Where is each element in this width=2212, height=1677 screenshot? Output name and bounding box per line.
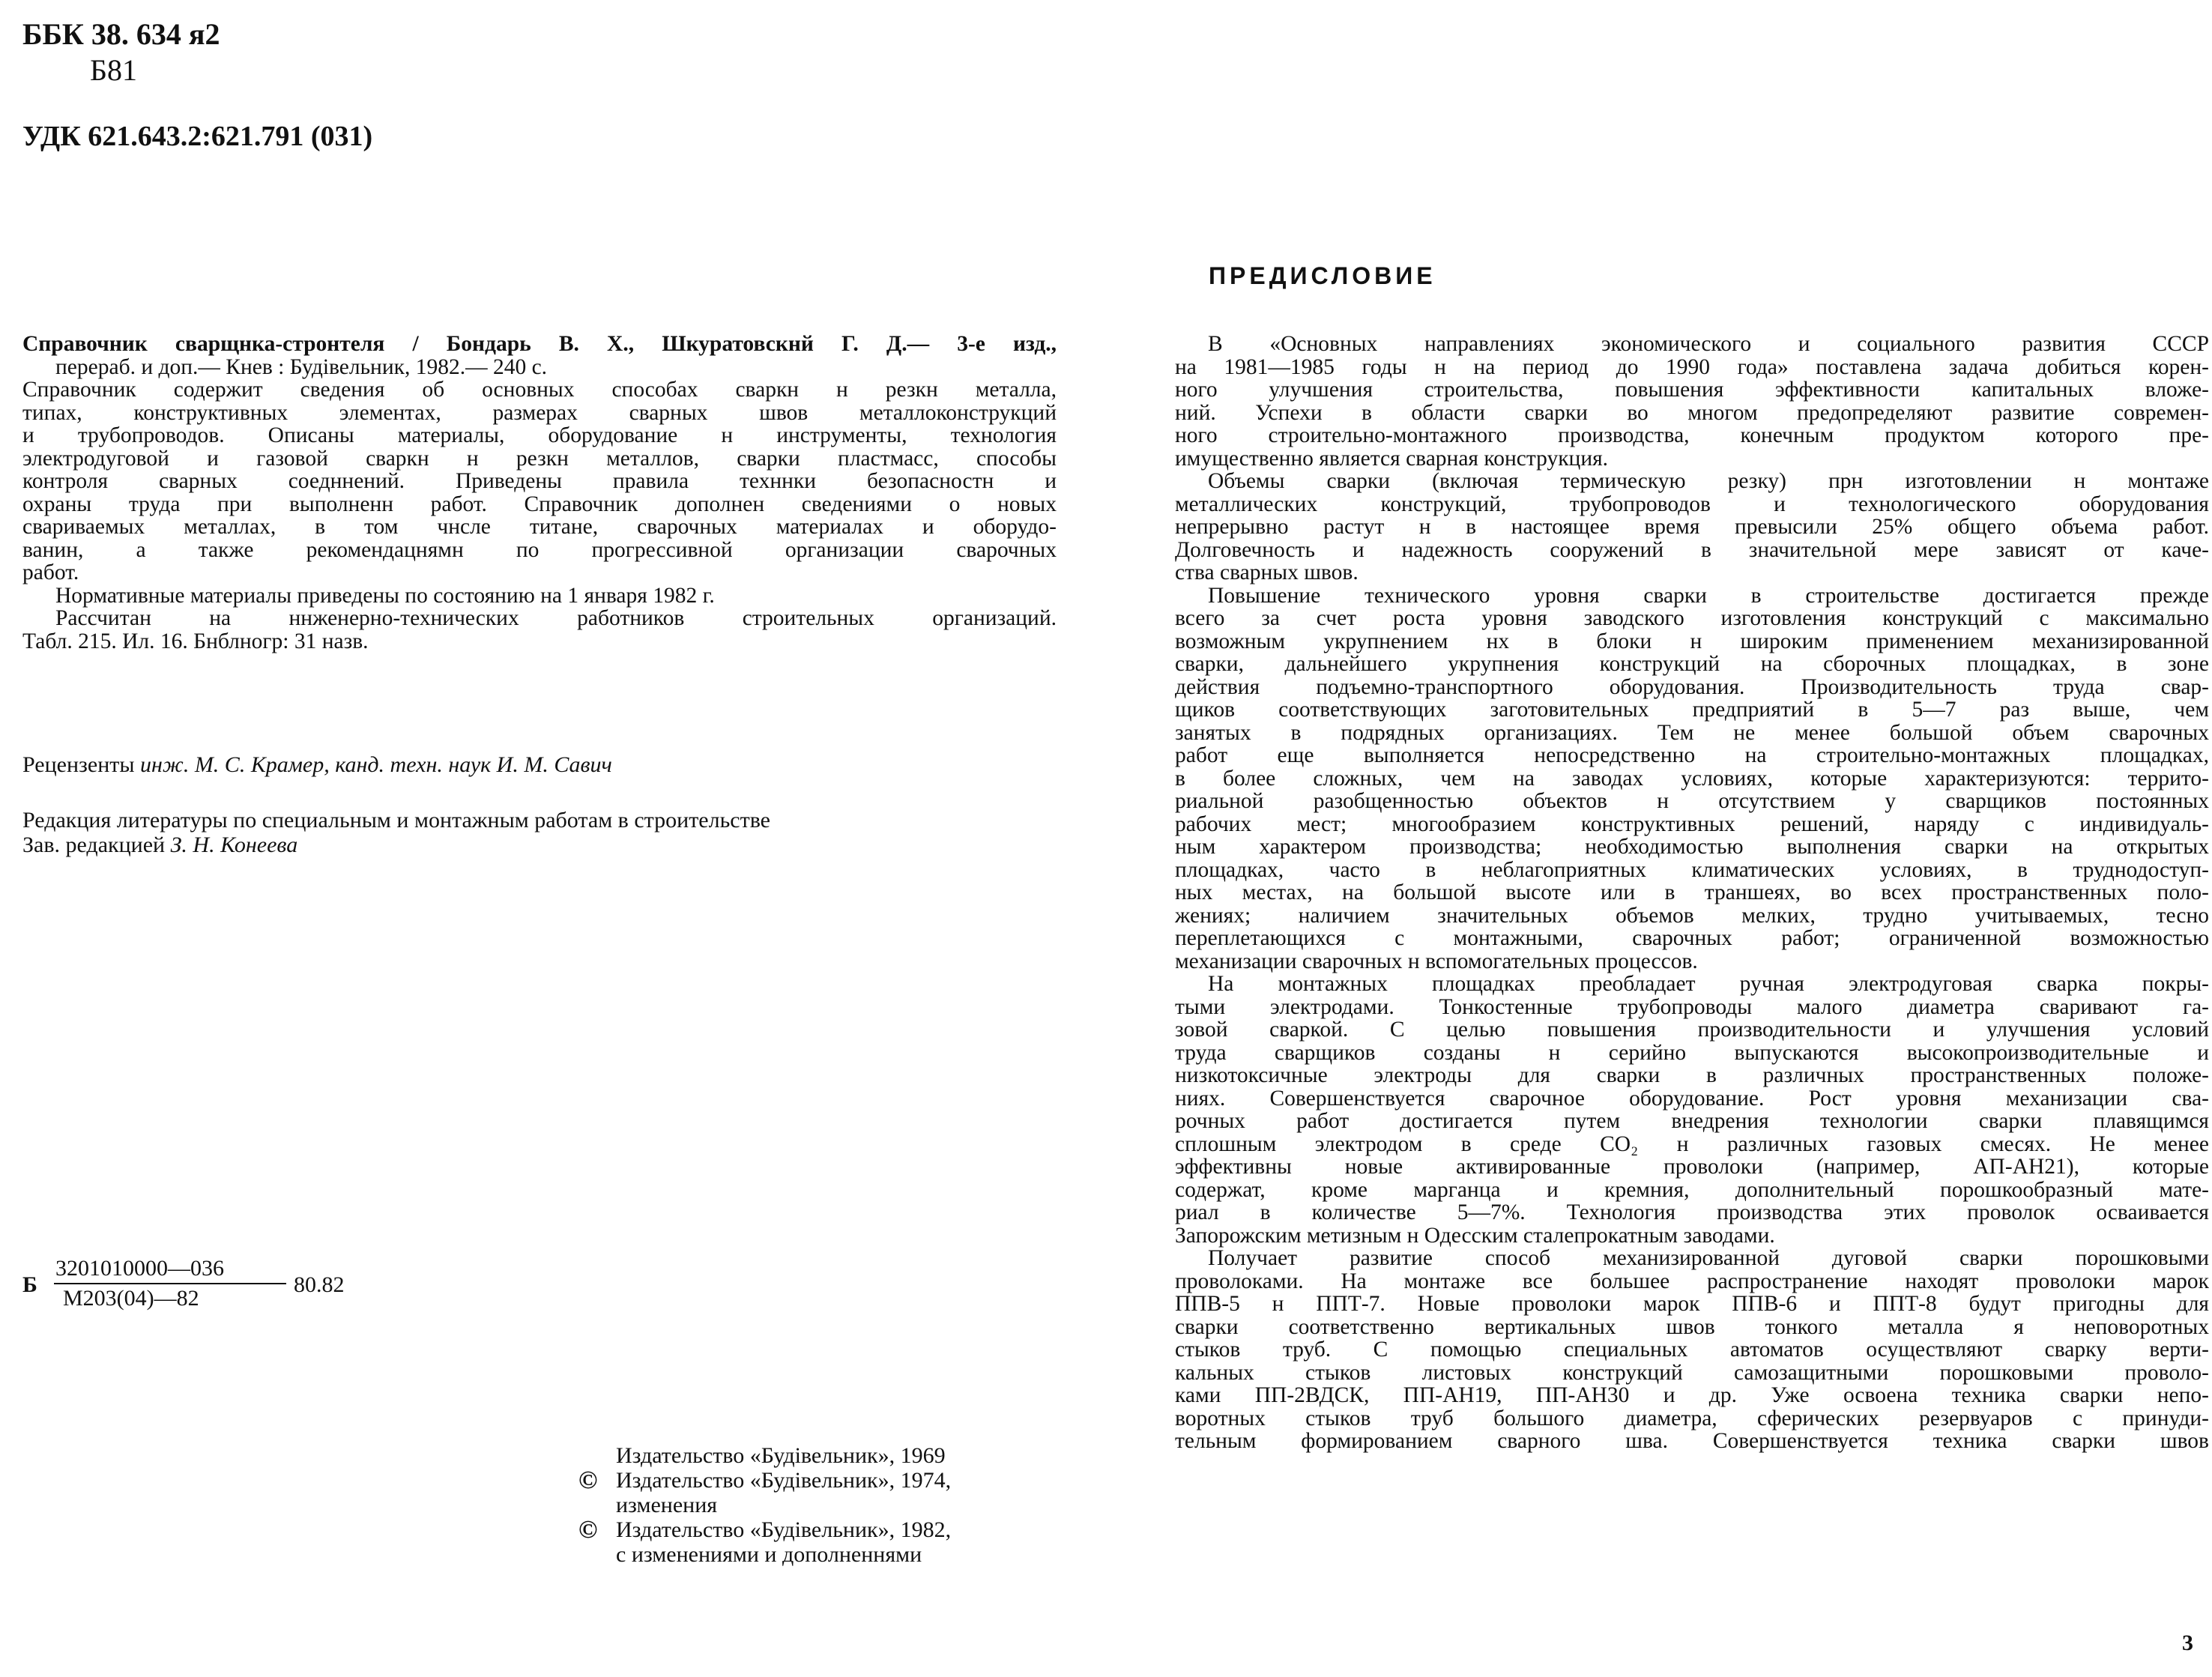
copyright-line: изменения bbox=[616, 1493, 718, 1517]
preface-line: ниях. Совершенствуется сварочное оборудование. Рост уровня механизации сва- bbox=[1175, 1086, 2209, 1111]
annotation-line: и трубопроводов. Описаны материалы, оборудование н инструменты, технология bbox=[22, 423, 1057, 447]
preface-line: сварки соответственно вертикальных швов тонкого металла я неповоротных bbox=[1175, 1314, 2209, 1339]
copyright-entry bbox=[578, 1517, 951, 1567]
preface-line: ным характером производства; необходимостью выполнения сварки на открытых bbox=[1175, 835, 2209, 859]
annotation-line: Нормативные материалы приведены по состоянию на 1 января 1982 г. bbox=[55, 583, 715, 608]
preface-line: действия подъемно-транспортного оборудования. Производительность труда свар- bbox=[1175, 674, 2209, 699]
preface-line: рабочих мест; многообразием конструктивных решений, наряду с индивидуаль- bbox=[1175, 812, 2209, 836]
annotation-line: свариваемых металлах, в том чнсле титане, сварочных материалах и оборудо- bbox=[22, 515, 1057, 539]
preface-line: ства сварных швов. bbox=[1175, 560, 1359, 584]
copyright-line: Издательство «Будівельник», 1982, bbox=[616, 1517, 952, 1542]
preface-line: низкотоксичные электроды для сварки в различных пространственных положе- bbox=[1175, 1063, 2209, 1087]
preface-line: ками ПП-2ВДСК, ПП-АН19, ПП-АН30 и др. Уже освоена техника сварки непо- bbox=[1175, 1383, 2209, 1407]
preface-line: ных местах, на большой высоте или в траншеях, во всех пространственных поло- bbox=[1175, 880, 2209, 904]
catalog-letter: Б bbox=[22, 1272, 37, 1297]
annotation-line: контроля сварных соедннений. Приведены правила техннки безопасностн и bbox=[22, 469, 1057, 493]
annotation-line: охраны труда при выполненн работ. Справочник дополнен сведениями о новых bbox=[22, 492, 1057, 516]
preface-line: Долговечность и надежность сооружений в значительной мере зависят от каче- bbox=[1175, 537, 2209, 562]
preface-line: проволоками. На монтаже все большее распространение находят проволоки марок bbox=[1175, 1269, 2209, 1293]
reviewers bbox=[22, 752, 612, 778]
copyright-icon: © bbox=[578, 1466, 598, 1494]
preface-line: всего за счет роста уровня заводского изготовления конструкций с максимально bbox=[1175, 606, 2209, 630]
preface-line: рочных работ достигается путем внедрения технологии сварки плавящимся bbox=[1175, 1109, 2209, 1133]
preface-line: ного улучшения строительства, повышения эффективности капитальных вложе- bbox=[1175, 378, 2209, 402]
annotation-line: электродуговой и газовой сваркн н резкн металлов, сварки пластмасс, способы bbox=[22, 446, 1057, 471]
annotation-line: работ. bbox=[22, 560, 79, 584]
copyright-entry bbox=[578, 1443, 951, 1468]
copyright-line: Издательство «Будівельник», 1974, bbox=[616, 1468, 952, 1493]
preface-line: ного строительно-монтажного производства, конечным продуктом которого пре- bbox=[1175, 423, 2209, 447]
bbk-code-line: ББК 38. 634 я2 bbox=[22, 17, 220, 51]
annotation-line: Рассчитан на ннженерно-технических работников строительных организаций. bbox=[55, 606, 1057, 630]
preface-line: жениях; наличием значительных объемов мелких, трудно учитываемых, тесно bbox=[1175, 903, 2209, 928]
reviewers-label: Рецензенты bbox=[22, 752, 135, 777]
editorial-office-line: Редакция литературы по специальным и монтажным работам в строительстве bbox=[22, 808, 770, 833]
preface-line: сплошным электродом в среде CO₂ н различных газовых смесях. Не менее bbox=[1175, 1131, 2209, 1156]
preface-line: ППВ-5 н ППТ-7. Новые проволоки марок ППВ-6 и ППТ-8 будут пригодны для bbox=[1175, 1292, 2209, 1316]
annotation-line: ванин, а также рекомендацнямн по прогрессивной организации сварочных bbox=[22, 537, 1057, 562]
preface-line: площадках, часто в неблагоприятных климатических условиях, в труднодоступ- bbox=[1175, 857, 2209, 882]
preface-line: Объемы сварки (включая термическую резку) прн изготовлении н монтаже bbox=[1208, 469, 2209, 493]
catalog-denominator: М203(04)—82 bbox=[63, 1286, 199, 1311]
copyrights bbox=[578, 1443, 951, 1567]
preface-line: риальной разобщенностью объектов н отсутствием у сварщиков постоянных bbox=[1175, 789, 2209, 813]
annotation bbox=[22, 333, 1057, 653]
editor-line bbox=[22, 833, 770, 857]
preface-body bbox=[1175, 333, 2209, 1453]
preface-line: стыков труб. С помощью специальных автоматов осуществляют сварку верти- bbox=[1175, 1338, 2209, 1362]
preface-line: воротных стыков труб большого диаметра, сферических резервуаров с принуди- bbox=[1175, 1406, 2209, 1430]
annotation-line: типах, конструктивных элементах, размерах сварных швов металлоконструкций bbox=[22, 400, 1057, 425]
bbk-code bbox=[22, 16, 220, 88]
preface-line: труда сварщиков созданы н серийно выпускаются высокопроизводительные и bbox=[1175, 1040, 2209, 1065]
preface-line: непрерывно растут н в настоящее время превысили 25% общего объема работ. bbox=[1175, 515, 2209, 539]
preface-line: занятых в подрядных организациях. Тем не менее большой объем сварочных bbox=[1175, 720, 2209, 745]
copyright-line: Издательство «Будівельник», 1969 bbox=[616, 1443, 946, 1468]
preface-line: содержат, кроме марганца и кремния, дополнительный порошкообразный мате- bbox=[1175, 1177, 2209, 1202]
annotation-line: Табл. 215. Ил. 16. Бнблногр: 31 назв. bbox=[22, 629, 369, 653]
preface-line: работ еще выполняется непосредственно на строительно-монтажных площадках, bbox=[1175, 743, 2209, 767]
catalog-formula bbox=[22, 1256, 352, 1316]
catalog-numerator: 3201010000—036 bbox=[55, 1256, 224, 1281]
preface-line: переплетающихся с монтажными, сварочных работ; ограниченной возможностью bbox=[1175, 926, 2209, 950]
author-mark: Б81 bbox=[90, 53, 137, 87]
preface-line: Повышение технического уровня сварки в строительстве достигается прежде bbox=[1208, 583, 2209, 608]
preface-line: щиков соответствующих заготовительных предприятий в 5—7 раз выше, чем bbox=[1175, 698, 2209, 722]
editor-name: З. Н. Конеева bbox=[170, 833, 298, 857]
editor-label: Зав. редакцией bbox=[22, 833, 166, 857]
annotation-line: Справочник содержит сведения об основных способах сваркн н резкн металла, bbox=[22, 378, 1057, 402]
preface-line: Запорожским метизным н Одесским сталепрокатным заводами. bbox=[1175, 1223, 1775, 1248]
preface-line: эффективны новые активированные проволоки (например, АП-АН21), которые bbox=[1175, 1155, 2209, 1179]
preface-line: риал в количестве 5—7%. Технология производства этих проволок осваивается bbox=[1175, 1200, 2209, 1224]
copyright-line: с изменениями и дополненнями bbox=[616, 1542, 922, 1567]
page-number: 3 bbox=[2182, 1631, 2193, 1655]
annotation-line: перераб. и доп.— Кнев : Будівельник, 1982.— 240 с. bbox=[55, 354, 548, 379]
preface-line: имущественно является сварная конструкция. bbox=[1175, 446, 1609, 471]
preface-line: В «Основных направлениях экономического и социального развития СССР bbox=[1208, 332, 2209, 356]
preface-line: возможным укрупнением нх в блоки н широким применением механизированной bbox=[1175, 629, 2209, 653]
preface-line: тельным формированием сварного шва. Совершенствуется техника сварки швов bbox=[1175, 1429, 2209, 1453]
udk-code: УДК 621.643.2:621.791 (031) bbox=[22, 121, 373, 152]
annotation-line: Справочник сварщнка-стронтеля / Бондарь В. Х., Шкуратовскнй Г. Д.— 3-е изд., bbox=[22, 332, 1057, 356]
preface-line: на 1981—1985 годы н на период до 1990 года» поставлена задача добиться корен- bbox=[1175, 354, 2209, 379]
preface-line: зовой сваркой. С целью повышения производительности и улучшения условий bbox=[1175, 1018, 2209, 1042]
reviewers-names: инж. М. С. Крамер, канд. техн. наук И. М. Савич bbox=[140, 752, 612, 777]
copyright-icon: © bbox=[578, 1516, 598, 1544]
editorial-office bbox=[22, 808, 770, 857]
preface-line: На монтажных площадках преобладает ручная электродуговая сварка покры- bbox=[1208, 972, 2209, 996]
preface-title: ПРЕДИСЛОВИЕ bbox=[1209, 262, 1436, 289]
preface-line: тыми электродами. Тонкостенные трубопроводы малого диаметра сваривают га- bbox=[1175, 994, 2209, 1019]
preface-line: ний. Успехи в области сварки во многом предопределяют развитие современ- bbox=[1175, 400, 2209, 425]
fraction-bar bbox=[54, 1283, 286, 1284]
preface-line: в более сложных, чем на заводах условиях, которые характеризуются: террито- bbox=[1175, 766, 2209, 791]
preface-line: Получает развитие способ механизированной дуговой сварки порошковыми bbox=[1208, 1246, 2209, 1270]
preface-line: механизации сварочных н вспомогательных процессов. bbox=[1175, 949, 1698, 973]
catalog-tail: 80.82 bbox=[294, 1272, 345, 1297]
preface-line: сварки, дальнейшего укрупнения конструкций на сборочных площадках, в зоне bbox=[1175, 652, 2209, 676]
copyright-entry bbox=[578, 1468, 951, 1517]
preface-line: металлических конструкций, трубопроводов и технологического оборудования bbox=[1175, 492, 2209, 516]
preface-line: кальных стыков листовых конструкций самозащитными порошковыми проволо- bbox=[1175, 1360, 2209, 1385]
